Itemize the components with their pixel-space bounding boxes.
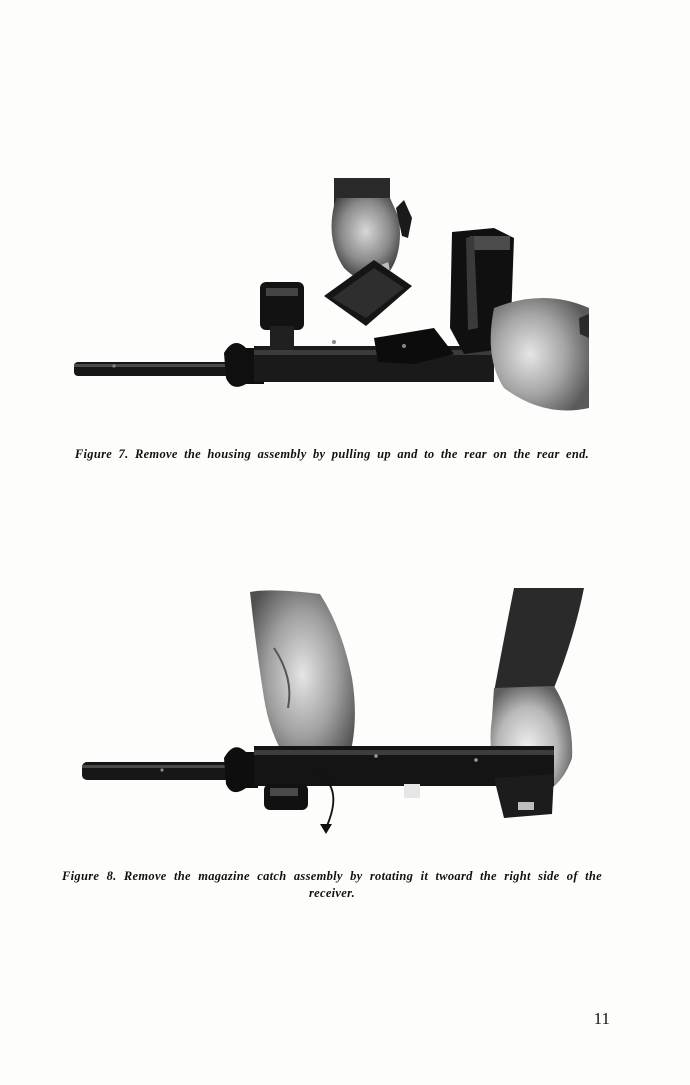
figure-7-caption: Figure 7. Remove the housing assembly by pulling up and to the rear on the rear end. [74,447,590,461]
figure-8-caption: Figure 8. Remove the magazine catch assembly by rotating it twoard the right side of the receiver. [62,869,602,900]
page-number: 11 [593,1009,610,1028]
figure-8-photo [74,588,589,843]
figure-7-photo [74,178,589,418]
